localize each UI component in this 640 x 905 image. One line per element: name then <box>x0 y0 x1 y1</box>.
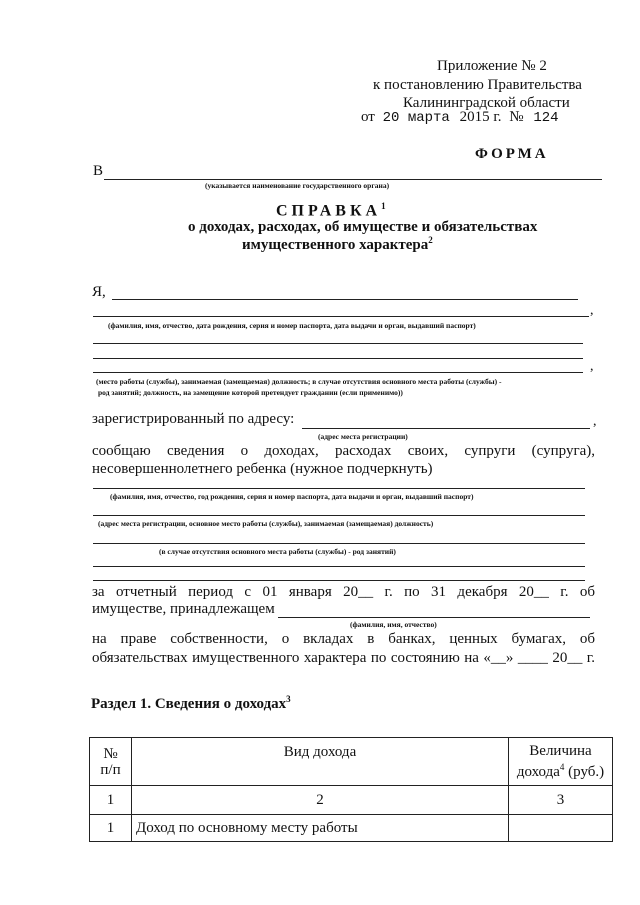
section-footnote: 3 <box>286 694 291 704</box>
appendix-resolution: к постановлению Правительства <box>373 77 582 93</box>
work-caption-2: род занятий; должность, на замещение которой претендует гражданин (если применимо)) <box>98 388 403 397</box>
section-title: Раздел 1. Сведения о доходах$^3$ <box>91 694 291 712</box>
person-prefix: Я, <box>92 284 106 300</box>
relative-line-3 <box>93 543 585 544</box>
address-label: зарегистрированный по адресу: <box>92 411 295 427</box>
period-caption: (фамилия, имя, отчество) <box>350 620 437 629</box>
person-comma: , <box>590 303 594 318</box>
relative-line-1 <box>93 488 585 489</box>
period-line-2: имуществе, принадлежащем <box>92 601 275 617</box>
report-line-1: сообщаю сведения о доходах, расходах своих, супруги (супруга), <box>92 443 595 459</box>
row-type: Доход по основному месту работы <box>132 815 509 842</box>
work-line-2 <box>93 358 583 359</box>
header-num: № п/п <box>90 738 132 786</box>
appendix-region: Калининградской области <box>403 95 570 111</box>
appendix-date-line <box>361 109 559 126</box>
to-caption: (указывается наименование государственного органа) <box>205 181 390 190</box>
index-cell: 1 <box>90 786 132 815</box>
header-type: Вид дохода <box>132 738 509 786</box>
address-line <box>302 428 590 429</box>
date-value: 20 марта <box>382 110 450 126</box>
title-footnote-1: 1 <box>381 201 390 211</box>
appendix-number: Приложение № 2 <box>437 58 547 74</box>
title-sub1: о доходах, расходах, об имуществе и обязательствах <box>188 219 538 235</box>
income-table <box>89 737 613 842</box>
header-amount: Величина дохода$^4$ (руб.) <box>509 738 613 786</box>
table-row <box>90 815 613 842</box>
table-index-row <box>90 786 613 815</box>
work-comma: , <box>590 359 594 374</box>
title-main: СПРАВКА$^1$ <box>276 201 390 220</box>
relative-caption-1: (фамилия, имя, отчество, год рождения, серия и номер паспорта, дата выдачи и орган, выдавший паспорт) <box>110 492 474 501</box>
address-caption: (адрес места регистрации) <box>318 432 408 441</box>
period-line-3: на праве собственности, о вкладах в банках, ценных бумагах, об <box>92 631 595 647</box>
title-sub2: имущественного характера$^2$ <box>242 235 433 253</box>
number-prefix: № <box>509 109 524 125</box>
row-num: 1 <box>90 815 132 842</box>
period-line-4: обязательствах имущественного характера по состоянию на «__» ____ 20__ г. <box>92 650 595 666</box>
work-line-3 <box>93 372 583 373</box>
work-line-1 <box>93 343 583 344</box>
address-comma: , <box>593 414 597 429</box>
row-amount <box>509 815 613 842</box>
index-cell: 3 <box>509 786 613 815</box>
number-value: 124 <box>533 110 559 126</box>
report-line-2: несовершеннолетнего ребенка (нужное подчеркнуть) <box>92 461 433 477</box>
relative-caption-3: (в случае отсутствия основного места работы (службы) - род занятий) <box>159 547 396 556</box>
person-line-2 <box>93 316 589 317</box>
work-caption-1: (место работы (службы), занимаемая (замещаемая) должность; в случае отсутствия основного места работы (службы) - <box>96 377 502 386</box>
relative-line-5 <box>93 580 585 581</box>
person-line-1 <box>112 299 578 300</box>
person-caption: (фамилия, имя, отчество, дата рождения, серия и номер паспорта, дата выдачи и орган, выдавший паспорт) <box>108 321 476 330</box>
relative-line-4 <box>93 566 585 567</box>
date-prefix: от <box>361 109 375 125</box>
date-year: 2015 г. <box>459 109 502 125</box>
relative-caption-2: (адрес места регистрации, основное место работы (службы), занимаемая (замещаемая) должность) <box>98 519 434 528</box>
to-line <box>104 179 602 180</box>
to-prefix: В <box>93 163 104 179</box>
index-cell: 2 <box>132 786 509 815</box>
period-owner-line <box>278 617 590 618</box>
period-line-1: за отчетный период с 01 января 20__ г. по 31 декабря 20__ г. об <box>92 584 595 600</box>
table-header-row <box>90 738 613 786</box>
form-label: ФОРМА <box>475 146 549 162</box>
title-footnote-2: 2 <box>428 235 433 245</box>
relative-line-2 <box>93 515 585 516</box>
